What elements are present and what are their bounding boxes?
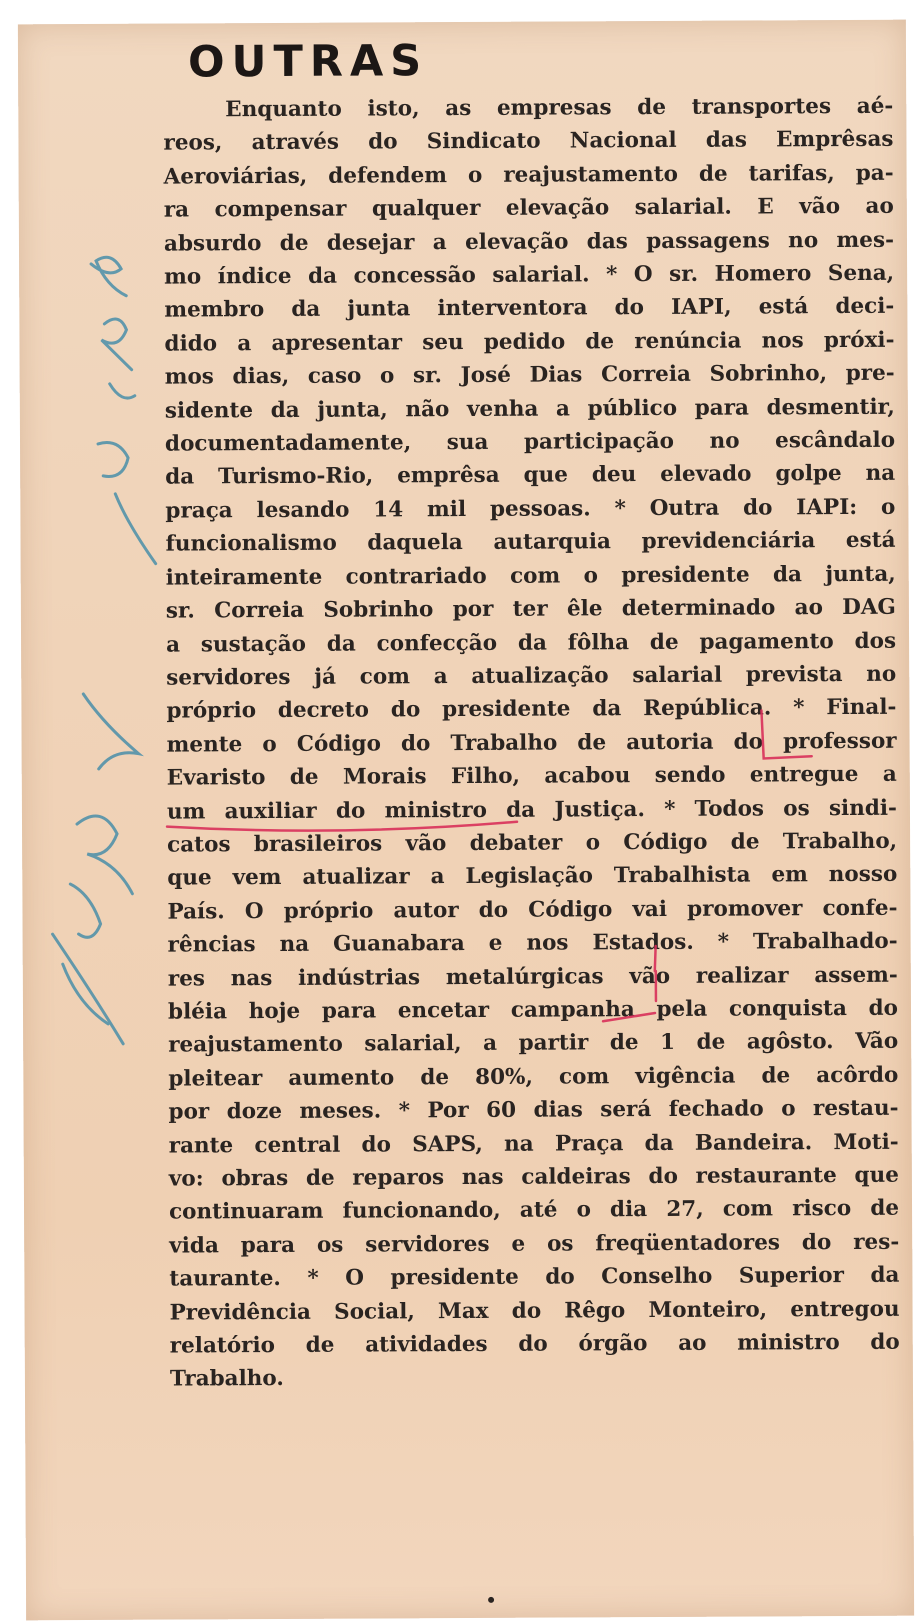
article-line: membro da junta interventora do IAPI, está deci-	[164, 294, 895, 324]
article-line: Enquanto isto, as empresas de transportes aé-	[225, 93, 894, 123]
print-dot	[488, 1597, 494, 1603]
article-line: mente o Código do Trabalho de autoria do professor	[166, 728, 897, 758]
article-line: Evaristo de Morais Filho, acabou sendo entregue a	[166, 761, 897, 791]
article-line: mo índice da concessão salarial. * O sr. Homero Sena,	[164, 260, 895, 290]
article-line: próprio decreto do presidente da República. * Final-	[166, 695, 897, 724]
article-line: pleitear aumento de 80%, com vigência de acôrdo	[168, 1062, 899, 1092]
article-line: vo: obras de reparos nas caldeiras do restaurante que	[168, 1162, 899, 1192]
article-line: taurante. * O presidente do Conselho Superior da	[169, 1262, 900, 1292]
article-line: reos, através do Sindicato Nacional das Emprêsas	[163, 127, 894, 156]
article-line: inteiramente contrariado com o presidente da junta,	[165, 561, 896, 591]
article-line: rências na Guanabara e nos Estados. * Trabalhado-	[167, 928, 898, 958]
article-line: catos brasileiros vão debater o Código de Trabalho,	[167, 828, 898, 858]
article-line: mos dias, caso o sr. José Dias Correia Sobrinho, pre-	[164, 360, 895, 390]
article-line: sidente da junta, não venha a público para desmentir,	[164, 394, 895, 424]
article-line: relatório de atividades do órgão ao ministro do	[169, 1329, 900, 1359]
newspaper-clipping	[18, 20, 914, 1621]
article-line: um auxiliar do ministro da Justiça. * Todos os sindi-	[166, 795, 898, 825]
handwritten-margin-note	[18, 24, 174, 1125]
article-line: bléia hoje para encetar campanha pela conquista do	[167, 995, 899, 1025]
article-line: da Turismo-Rio, emprêsa que deu elevado golpe na	[165, 461, 896, 491]
article-line: sr. Correia Sobrinho por ter êle determinado ao DAG	[165, 594, 896, 624]
article-line: funcionalismo daquela autarquia previdenciária está	[165, 528, 896, 557]
article-line: continuaram funcionando, até o dia 27, com risco de	[168, 1196, 900, 1225]
article-heading: OUTRAS	[187, 36, 429, 88]
article-body	[163, 90, 900, 1397]
article-line: servidores já com a atualização salarial prevista no	[166, 661, 897, 691]
article-line: por doze meses. * Por 60 dias será fechado o restau-	[168, 1095, 899, 1125]
article-line: vida para os servidores e os freqüentadores do res-	[169, 1229, 900, 1259]
article-line: a sustação da confecção da fôlha de pagamento dos	[166, 628, 897, 658]
article-line: Aeroviárias, defendem o reajustamento de tarifas, pa-	[163, 160, 894, 190]
article-line: absurdo de desejar a elevação das passagens no mes-	[163, 227, 895, 257]
article-line: res nas indústrias metalúrgicas vão realizar assem-	[167, 962, 898, 992]
article-line: praça lesando 14 mil pessoas. * Outra do IAPI: o	[165, 494, 896, 524]
article-line: que vem atualizar a Legislação Trabalhista em nosso	[167, 862, 898, 891]
article-line: documentadamente, sua participação no escândalo	[164, 427, 896, 457]
article-line: dido a apresentar seu pedido de renúncia nos próxi-	[164, 327, 895, 357]
article-line: Trabalho.	[169, 1366, 284, 1392]
article-line: ra compensar qualquer elevação salarial. E vão ao	[163, 193, 894, 223]
article-line: reajustamento salarial, a partir de 1 de agôsto. Vão	[168, 1029, 899, 1058]
article-line: País. O próprio autor do Código vai promover confe-	[167, 895, 898, 925]
article-line: rante central do SAPS, na Praça da Bandeira. Moti-	[168, 1129, 899, 1159]
article-line: Previdência Social, Max do Rêgo Monteiro, entregou	[169, 1296, 900, 1326]
